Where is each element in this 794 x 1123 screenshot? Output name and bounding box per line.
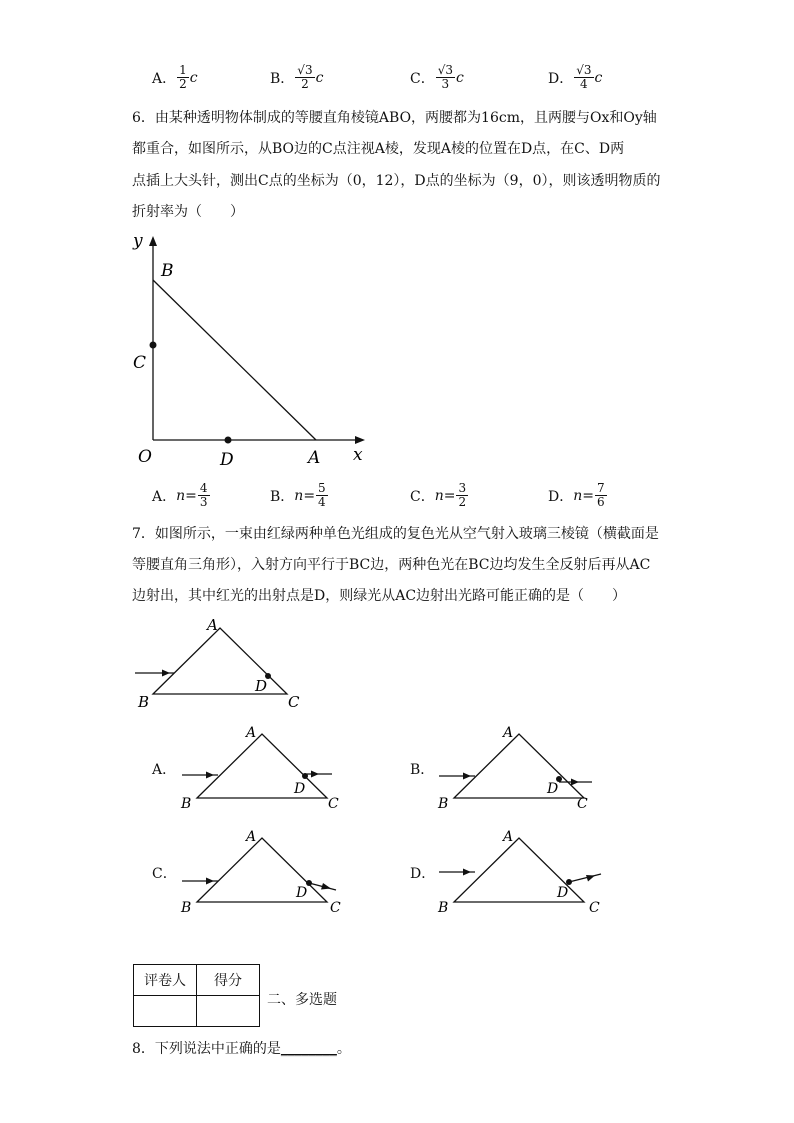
score-header: 得分 bbox=[197, 965, 260, 996]
q7-line-3: 边射出，其中红光的出射点是D，则绿光从AC边射出光路可能正确的是（ ） bbox=[132, 588, 627, 604]
y-axis-label: y bbox=[133, 231, 143, 251]
q5-option-c: C． $\frac{√3}{3}$ c bbox=[410, 63, 464, 91]
x-axis-arrow bbox=[355, 436, 365, 444]
svg-text:D: D bbox=[557, 885, 569, 901]
svg-text:B: B bbox=[181, 796, 192, 812]
q8-line bbox=[132, 1040, 351, 1058]
vertex-b: B bbox=[138, 693, 150, 711]
answer-blank[interactable]: ________ bbox=[280, 1041, 337, 1057]
svg-text:A: A bbox=[503, 725, 514, 741]
q6-line-4: 折射率为（ ） bbox=[132, 204, 244, 220]
fraction: $\frac{1}{2}$ bbox=[179, 63, 187, 91]
q6-coordinate-figure bbox=[125, 230, 375, 470]
q7-option-a-letter: A． bbox=[152, 762, 177, 778]
exit-ray bbox=[569, 874, 601, 882]
svg-text:D: D bbox=[294, 781, 306, 797]
svg-text:B: B bbox=[438, 796, 449, 812]
label-c: C bbox=[133, 353, 147, 373]
svg-text:C: C bbox=[577, 796, 588, 812]
exit-arrow bbox=[571, 779, 579, 786]
q6-line-1: 6．由某种透明物体制成的等腰直角棱镜ABO，两腰都为16cm，且两腰与Ox和Oy轴 bbox=[132, 110, 657, 126]
q5-option-b: B． $\frac{√3}{2}$ c bbox=[270, 63, 324, 91]
q7-option-c-letter: C． bbox=[152, 866, 177, 882]
x-axis-label: x bbox=[353, 445, 363, 465]
label-b: B bbox=[161, 261, 174, 281]
exit-arrow bbox=[311, 771, 319, 778]
q7-line-1: 7．如图所示，一束由红绿两种单色光组成的复色光从空气射入玻璃三棱镜（横截面是 bbox=[132, 526, 659, 542]
prism-hypotenuse bbox=[153, 280, 316, 440]
svg-text:C: C bbox=[330, 900, 341, 916]
q7-option-d-letter: D． bbox=[410, 866, 436, 882]
q6-line-2: 都重合，如图所示，从BO边的C点注视A棱，发现A棱的位置在D点，在C、D两 bbox=[132, 141, 625, 157]
label-o: O bbox=[138, 447, 152, 467]
label-d: D bbox=[220, 450, 234, 470]
svg-text:A: A bbox=[246, 725, 257, 741]
vertex-a: A bbox=[207, 616, 218, 634]
q5-option-d: D． $\frac{√3}{4}$ c bbox=[548, 63, 603, 91]
svg-text:D: D bbox=[547, 781, 559, 797]
ray-arrow bbox=[206, 878, 214, 885]
q8-text: 8．下列说法中正确的是 bbox=[132, 1041, 281, 1057]
q7-option-b-figure bbox=[435, 722, 605, 814]
exit-arrow bbox=[586, 875, 595, 882]
svg-text:A: A bbox=[503, 829, 514, 845]
svg-text:B: B bbox=[181, 900, 192, 916]
q7-option-c-figure bbox=[178, 825, 348, 917]
point-d bbox=[225, 437, 232, 444]
point-c bbox=[150, 342, 157, 349]
q6-option-c: C． n= $\frac{3}{2}$ bbox=[410, 481, 467, 509]
score-table bbox=[133, 964, 260, 1027]
ray-arrow bbox=[463, 773, 471, 780]
label-d: D bbox=[255, 677, 268, 695]
q5-option-a: A． $\frac{1}{2}$ c bbox=[152, 63, 198, 91]
ray-arrow bbox=[162, 670, 170, 677]
ray-arrow bbox=[463, 869, 471, 876]
grader-cell[interactable] bbox=[134, 996, 197, 1027]
q6-option-b: B． n= $\frac{5}{4}$ bbox=[270, 481, 326, 509]
q7-option-b-letter: B． bbox=[410, 762, 435, 778]
svg-text:A: A bbox=[246, 829, 257, 845]
q6-line-3: 点插上大头针，测出C点的坐标为（0，12），D点的坐标为（9，0），则该透明物质的 bbox=[132, 173, 661, 189]
q8-end: 。 bbox=[336, 1041, 351, 1057]
fraction: $\frac{3}{2}$ bbox=[458, 481, 467, 509]
svg-text:C: C bbox=[589, 900, 600, 916]
score-cell[interactable] bbox=[197, 996, 260, 1027]
q6-option-d: D． n= $\frac{7}{6}$ bbox=[548, 481, 605, 509]
label-a: A bbox=[308, 448, 321, 468]
fraction: $\frac{7}{6}$ bbox=[596, 481, 605, 509]
fraction: $\frac{5}{4}$ bbox=[318, 481, 326, 509]
grader-header: 评卷人 bbox=[134, 965, 197, 996]
q7-main-prism-figure bbox=[130, 615, 320, 715]
y-axis-arrow bbox=[149, 236, 157, 246]
q7-option-d-figure bbox=[435, 825, 605, 917]
q7-line-2: 等腰直角三角形），入射方向平行于BC边，两种色光在BC边均发生全反射后再从AC bbox=[132, 557, 651, 573]
fraction: $\frac{√3}{3}$ bbox=[437, 63, 453, 91]
ray-arrow bbox=[206, 772, 214, 779]
q7-option-a-figure bbox=[178, 722, 348, 814]
exit-arrow bbox=[321, 883, 331, 890]
fraction: $\frac{√3}{2}$ bbox=[297, 63, 313, 91]
q6-option-a: A． n= $\frac{4}{3}$ bbox=[152, 481, 208, 509]
fraction: $\frac{4}{3}$ bbox=[199, 481, 208, 509]
vertex-c: C bbox=[288, 693, 300, 711]
section-title: 二、多选题 bbox=[267, 992, 337, 1008]
svg-text:B: B bbox=[438, 900, 449, 916]
svg-text:D: D bbox=[296, 885, 308, 901]
fraction: $\frac{√3}{4}$ bbox=[576, 63, 592, 91]
svg-text:C: C bbox=[328, 796, 339, 812]
